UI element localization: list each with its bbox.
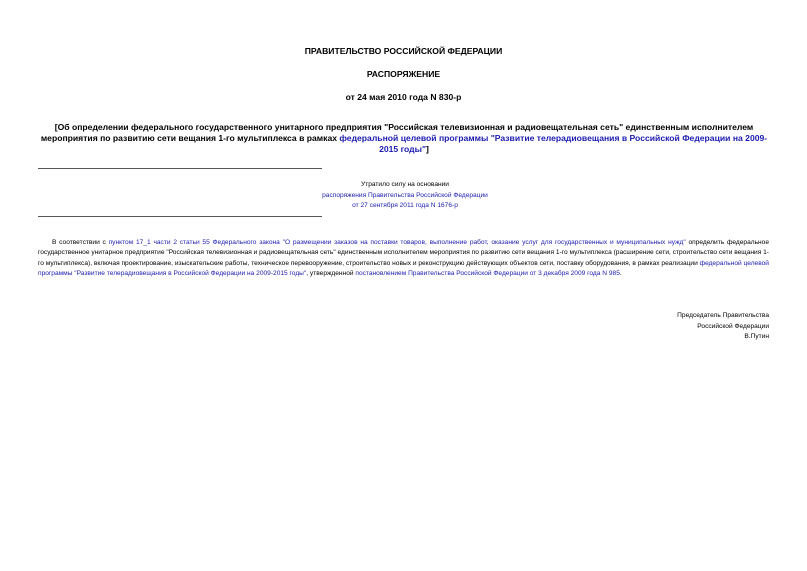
title-bracket: ] bbox=[426, 144, 429, 154]
signature-block bbox=[677, 311, 769, 343]
signature-name: В.Путин bbox=[744, 333, 769, 340]
document-type-heading: РАСПОРЯЖЕНИЕ bbox=[366, 69, 441, 79]
divider-top bbox=[38, 168, 322, 169]
resolution-link[interactable]: постановлением Правительства Российской Федерации от 3 декабря 2009 года N 985 bbox=[355, 270, 620, 278]
repeal-note bbox=[300, 180, 510, 212]
signature-country: Российской Федерации bbox=[697, 322, 769, 330]
document-date-number: от 24 мая 2010 года N 830-р bbox=[345, 92, 462, 102]
divider-bottom bbox=[38, 216, 322, 217]
program-link[interactable]: федеральной целевой программы "Развитие телерадиовещания в Российской Федерации на 2009-2015 годы" bbox=[38, 259, 769, 278]
repeal-note-label: Утратило силу на основании bbox=[361, 181, 449, 188]
body-text: , утвержденной bbox=[306, 270, 356, 278]
title-program-link[interactable]: федеральной целевой программы "Развитие телерадиовещания в Российской Федерации на 2009-2015 годы" bbox=[339, 133, 768, 154]
repeal-order-link[interactable]: распоряжения Правительства Российской Федерации bbox=[322, 191, 488, 199]
title-text: [Об определении федерального государственного унитарного предприятия "Российская телевизионная и радиовещательная сеть" единственным исполнителем мероприятия по развитию сети вещания 1-го мультиплекса в рамках bbox=[40, 122, 754, 143]
body-text: определить федеральное государственное унитарное предприятие "Российская телевизионная и радиовещательная сеть" единственным исполнителем мероприятия по развитию сети вещания 1-го мультиплекса (расширение сети, строительство сети вещания 1-го мультиплекса), включая проектирование, изыскательские работы, техническое перевооружение, строительство новых и реконструкцию действующих объектов сети, поставку оборудования, в рамках реализации bbox=[38, 239, 769, 267]
repeal-order-date-link[interactable]: от 27 сентября 2011 года N 1676-р bbox=[352, 202, 458, 209]
document-title bbox=[38, 122, 770, 155]
signature-position: Председатель Правительства bbox=[677, 312, 769, 319]
body-paragraph bbox=[38, 238, 769, 280]
body-text: В соответствии с bbox=[52, 239, 109, 246]
federal-law-link[interactable]: пунктом 17_1 части 2 статьи 55 Федерального закона "О размещении заказов на поставки товаров, выполнение работ, оказание услуг для государственных и муниципальных нужд" bbox=[108, 239, 686, 246]
body-text: . bbox=[619, 270, 622, 278]
government-heading: ПРАВИТЕЛЬСТВО РОССИЙСКОЙ ФЕДЕРАЦИИ bbox=[304, 46, 503, 56]
